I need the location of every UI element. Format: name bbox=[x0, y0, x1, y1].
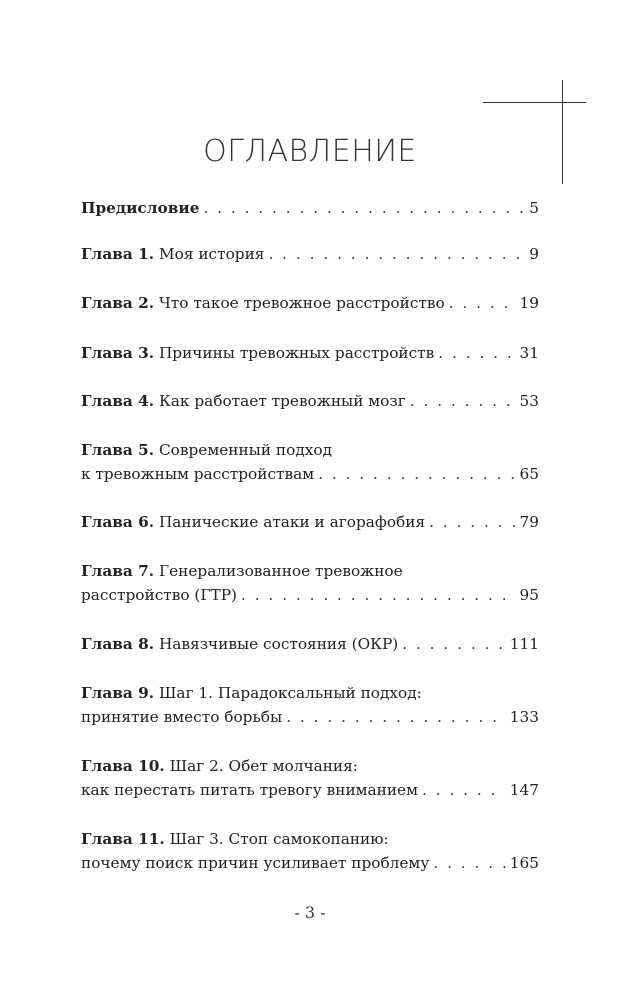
toc-entry-chapter-1[interactable] bbox=[81, 242, 539, 266]
leader-dots bbox=[286, 705, 506, 729]
leader-dots bbox=[402, 632, 506, 656]
entry-label: Глава 1. bbox=[81, 245, 155, 263]
entry-title-continued: к тревожным расстройствам bbox=[81, 465, 315, 483]
entry-title: Причины тревожных расстройств bbox=[158, 344, 435, 362]
entry-page: 9 bbox=[529, 245, 539, 263]
toc-entry-chapter-3[interactable] bbox=[81, 341, 539, 365]
entry-label: Глава 11. bbox=[81, 830, 165, 848]
leader-dots bbox=[422, 778, 506, 802]
entry-label: Глава 6. bbox=[81, 513, 155, 531]
leader-dots bbox=[438, 341, 515, 365]
entry-page: 111 bbox=[509, 635, 539, 653]
entry-title: Генерализованное тревожное bbox=[158, 562, 403, 580]
entry-page: 165 bbox=[509, 854, 539, 872]
entry-title: Что такое тревожное расстройство bbox=[158, 294, 445, 312]
toc-entry-chapter-8[interactable] bbox=[81, 632, 539, 656]
entry-label: Глава 5. bbox=[81, 441, 155, 459]
toc-entry-chapter-9[interactable] bbox=[81, 681, 539, 729]
entry-page: 95 bbox=[519, 586, 539, 604]
entry-title: Панические атаки и агорафобия bbox=[158, 513, 426, 531]
toc-entry-chapter-4[interactable] bbox=[81, 389, 539, 413]
entry-title: Шаг 2. Обет молчания: bbox=[169, 757, 358, 775]
entry-page: 147 bbox=[509, 781, 539, 799]
toc-entry-chapter-11[interactable] bbox=[81, 827, 539, 875]
corner-rule-horizontal bbox=[483, 102, 586, 103]
leader-dots bbox=[241, 583, 516, 607]
entry-label: Глава 9. bbox=[81, 684, 155, 702]
entry-page: 19 bbox=[519, 294, 539, 312]
entry-label: Глава 10. bbox=[81, 757, 165, 775]
toc-entry-chapter-2[interactable] bbox=[81, 291, 539, 315]
leader-dots bbox=[410, 389, 516, 413]
entry-title-continued: как перестать питать тревогу вниманием bbox=[81, 781, 418, 799]
entry-label: Глава 7. bbox=[81, 562, 155, 580]
leader-dots bbox=[429, 510, 515, 534]
leader-dots bbox=[449, 291, 516, 315]
entry-label: Глава 4. bbox=[81, 392, 155, 410]
entry-title-continued: принятие вместо борьбы bbox=[81, 708, 283, 726]
leader-dots bbox=[318, 462, 515, 486]
entry-page: 31 bbox=[519, 344, 539, 362]
toc-entry-preface[interactable] bbox=[81, 196, 539, 220]
page-number: - 3 - bbox=[294, 903, 326, 922]
entry-title: Навязчивые состояния (ОКР) bbox=[158, 635, 399, 653]
entry-label: Глава 3. bbox=[81, 344, 155, 362]
leader-dots bbox=[268, 242, 525, 266]
page-title: ОГЛАВЛЕНИЕ bbox=[203, 134, 417, 169]
entry-label: Глава 2. bbox=[81, 294, 155, 312]
toc-entry-chapter-7[interactable] bbox=[81, 559, 539, 607]
toc-entry-chapter-5[interactable] bbox=[81, 438, 539, 486]
entry-page: 133 bbox=[509, 708, 539, 726]
entry-title: Шаг 1. Парадоксальный подход: bbox=[158, 684, 422, 702]
entry-title-continued: расстройство (ГТР) bbox=[81, 586, 237, 604]
entry-page: 79 bbox=[519, 513, 539, 531]
entry-label: Глава 8. bbox=[81, 635, 155, 653]
entry-title: Моя история bbox=[158, 245, 265, 263]
entry-title: Современный подход bbox=[158, 441, 332, 459]
leader-dots bbox=[203, 196, 525, 220]
entry-title: Шаг 3. Стоп самокопанию: bbox=[169, 830, 389, 848]
entry-page: 53 bbox=[519, 392, 539, 410]
entry-page: 65 bbox=[519, 465, 539, 483]
entry-label: Предисловие bbox=[81, 199, 200, 217]
entry-title: Как работает тревожный мозг bbox=[158, 392, 406, 410]
entry-title-continued: почему поиск причин усиливает проблему bbox=[81, 854, 430, 872]
leader-dots bbox=[433, 851, 505, 875]
toc-entry-chapter-6[interactable] bbox=[81, 510, 539, 534]
entry-page: 5 bbox=[529, 199, 539, 217]
toc-entry-chapter-10[interactable] bbox=[81, 754, 539, 802]
